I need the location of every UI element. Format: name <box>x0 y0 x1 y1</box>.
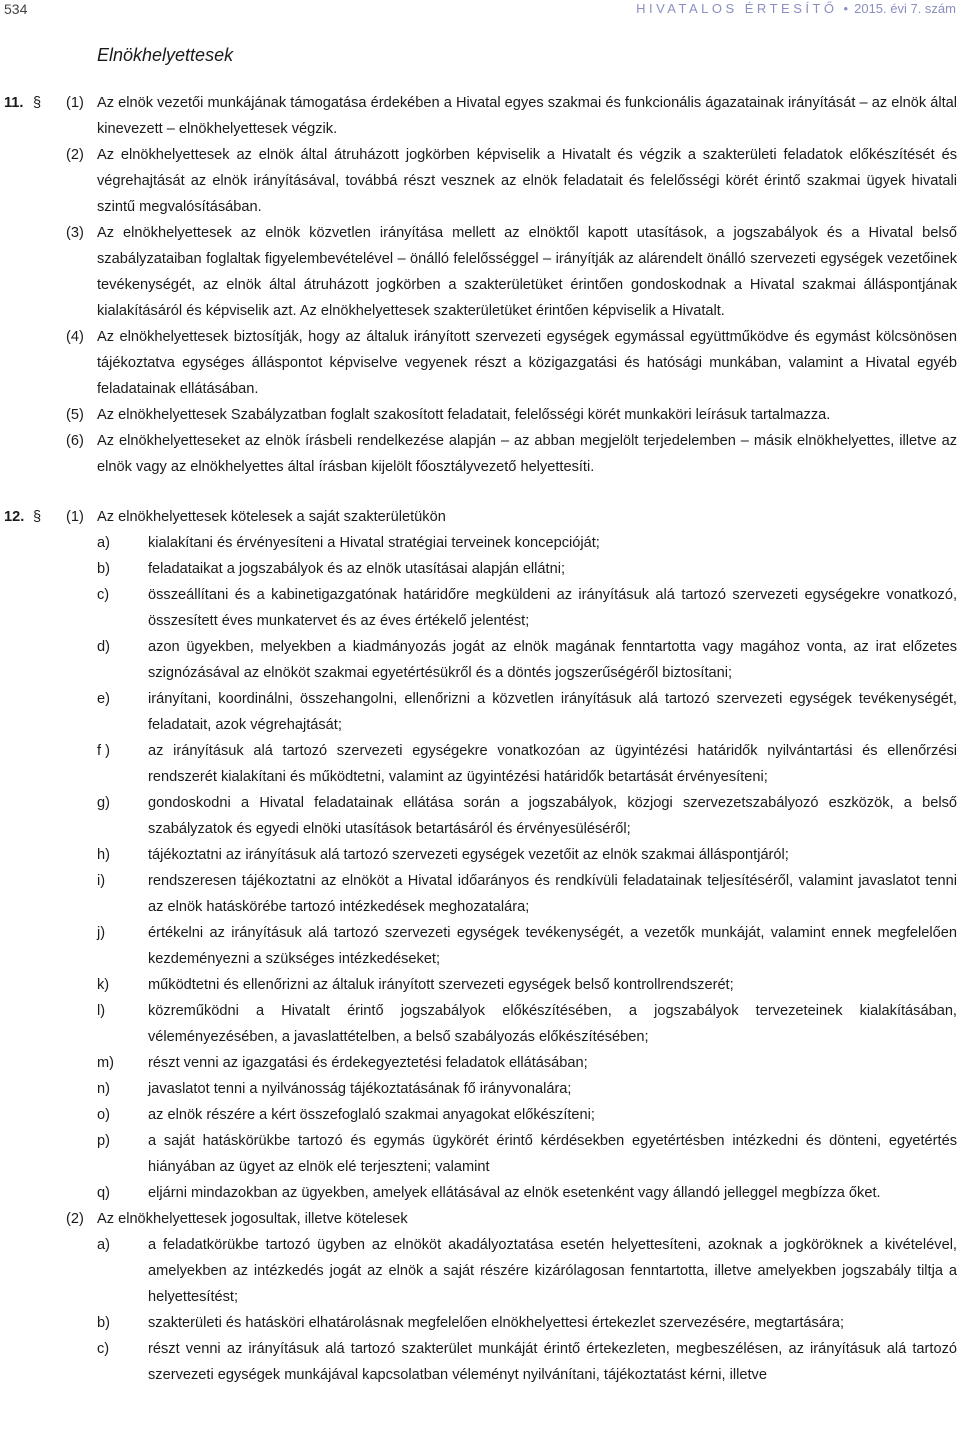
list-item <box>0 634 960 686</box>
list-item <box>0 972 960 998</box>
paragraph-number: (1) <box>66 509 84 525</box>
paragraph-number: (3) <box>66 225 84 241</box>
section-gap <box>0 480 960 504</box>
list-item-label: g) <box>97 795 110 811</box>
paragraph-text: Az elnökhelyettesek biztosítják, hogy az általuk irányított szervezeti egységek egymással együttműködve és egymást kölcsönösen tájékoztatva egységes álláspontot képviselve vegyenek részt a közigazgatási és hatósági munkában, valamint a Hivatal egyéb feladatainak ellátásában. <box>97 329 957 397</box>
list-item-label: h) <box>97 847 110 863</box>
paragraph <box>0 90 960 142</box>
list-item-label: o) <box>97 1107 110 1123</box>
section-number: 12. <box>4 509 25 525</box>
list-item <box>0 738 960 790</box>
paragraph-text: Az elnökhelyettesek Szabályzatban foglalt szakosított feladatait, felelősségi körét munkaköri leírásuk tartalmazza. <box>97 407 831 423</box>
list-item <box>0 868 960 920</box>
list-item-text: részt venni az irányításuk alá tartozó szakterület munkáját érintő értekezleten, megbeszélésen, az irányításuk alá tartozó szervezeti egységek munkájával kapcsolatban véleményt nyilvánítani, tájékoztatást kérni, illetve <box>148 1341 957 1383</box>
section-symbol: § <box>33 509 42 525</box>
paragraph-number: (4) <box>66 329 84 345</box>
list-item-text: összeállítani és a kabinetigazgatónak határidőre megküldeni az irányításuk alá tartozó szervezeti egységekre vonatkozó, összesített éves munkatervet és az éves értékelő jelentést; <box>148 587 957 629</box>
list-item-text: működtetni és ellenőrizni az általuk irányított szervezeti egységek belső kontrollrendszerét; <box>148 977 734 993</box>
list-item <box>0 1102 960 1128</box>
list-item-text: az irányításuk alá tartozó szervezeti egységekre vonatkozóan az ügyintézési határidők nyilvántartási és ellenőrzési rendszerét kialakítani és működtetni, valamint az ügyintézési határidők betartását érvényesíteni; <box>148 743 957 785</box>
paragraph-text: Az elnök vezetői munkájának támogatása érdekében a Hivatal egyes szakmai és funkcionális ágazatainak irányítását – az elnök által kinevezett – elnökhelyettesek végzik. <box>97 95 957 137</box>
paragraph-text: Az elnökhelyettesek jogosultak, illetve kötelesek <box>97 1211 408 1227</box>
list-item-label: m) <box>97 1055 115 1071</box>
list-item-text: szakterületi és hatásköri elhatárolásnak megfelelően elnökhelyettesi értekezlet szervezésére, megtartására; <box>148 1315 844 1331</box>
list-item-text: irányítani, koordinálni, összehangolni, ellenőrizni a közvetlen irányításuk alá tartozó szervezeti egységek tevékenységét, feladatait, azok végrehajtását; <box>148 691 957 733</box>
list-item <box>0 1232 960 1310</box>
paragraph <box>0 504 960 530</box>
list-item-label: j) <box>97 925 106 941</box>
section-11 <box>0 90 960 480</box>
list-item-label: n) <box>97 1081 110 1097</box>
list-item <box>0 1076 960 1102</box>
list-item <box>0 1310 960 1336</box>
list-item <box>0 530 960 556</box>
list-item-label: a) <box>97 535 110 551</box>
list-item <box>0 998 960 1050</box>
list-item <box>0 1050 960 1076</box>
list-item-text: a feladatkörükbe tartozó ügyben az elnököt akadályoztatása esetén helyettesíteni, azoknak a jogköröknek a kivételével, amelyekben az intézkedés jogát az elnök a saját részére kizárólagosan fenntartotta, illetve amelyekben jogszabály tiltja a helyettesítést; <box>148 1237 957 1305</box>
list-item-text: gondoskodni a Hivatal feladatainak ellátása során a jogszabályok, közjogi szervezetszabályozó eszközök, a belső szabályzatok és egyedi elnöki utasítások betartásáról és érvényesüléséről; <box>148 795 957 837</box>
section-symbol: § <box>33 95 42 111</box>
list-item-text: kialakítani és érvényesíteni a Hivatal stratégiai terveinek koncepcióját; <box>148 535 600 551</box>
list-item-label: i) <box>97 873 106 889</box>
section-title: Elnökhelyettesek <box>97 45 234 65</box>
list-item-label: b) <box>97 1315 110 1331</box>
list-item-text: tájékoztatni az irányításuk alá tartozó szervezeti egységek vezetőit az elnök szakmai álláspontjáról; <box>148 847 789 863</box>
paragraph-number: (6) <box>66 433 84 449</box>
document-body <box>0 90 960 1388</box>
list-item-label: q) <box>97 1185 110 1201</box>
paragraph-number: (5) <box>66 407 84 423</box>
list-item <box>0 1128 960 1180</box>
paragraph <box>0 428 960 480</box>
list-item-label: p) <box>97 1133 110 1149</box>
paragraph-number: (2) <box>66 147 84 163</box>
paragraph <box>0 142 960 220</box>
list-item <box>0 842 960 868</box>
list-item-text: közreműködni a Hivatalt érintő jogszabályok előkészítésében, a jogszabályok tervezeteinek kialakításában, véleményezésében, a javaslattételben, a belső szabályozás előkészítésében; <box>148 1003 957 1045</box>
list-item-text: azon ügyekben, melyekben a kiadmányozás jogát az elnök magának fenntartotta vagy magához vonta, az irat előzetes szignózásával az elnököt szakmai egyetértésükről és a döntés jogszerűségéről biztosítani; <box>148 639 957 681</box>
page-header <box>0 0 960 20</box>
paragraph-number: (1) <box>66 95 84 111</box>
list-item-label: f ) <box>97 743 110 759</box>
list-item <box>0 556 960 582</box>
paragraph <box>0 402 960 428</box>
section-12 <box>0 504 960 1388</box>
paragraph-text: Az elnökhelyettesek az elnök közvetlen irányítása mellett az elnöktől kapott utasítások, a jogszabályok és a Hivatal belső szabályzataiban foglaltak figyelembevételével – önálló felelősséggel – irányítják az alárendelt önálló szervezeti egységek vezetőinek tevékenységét, az elnök által átruházott jogkörben a szakterületüket érintően gondoskodnak a Hivatal szakmai álláspontjának kialakításáról és képviselik azt. Az elnökhelyettesek szakterületüket érintően képviselik a Hivatalt. <box>97 225 957 319</box>
journal-name: HIVATALOS ÉRTESÍTŐ <box>636 1 838 16</box>
list-item <box>0 1336 960 1388</box>
list-item-label: k) <box>97 977 110 993</box>
list-item-label: b) <box>97 561 110 577</box>
header-separator: • <box>843 1 849 16</box>
paragraph <box>0 324 960 402</box>
list-item-label: l) <box>97 1003 106 1019</box>
list-item-label: d) <box>97 639 110 655</box>
running-header <box>636 0 956 18</box>
paragraph-text: Az elnökhelyettesek az elnök által átruházott jogkörben képviselik a Hivatalt és végzik a szakterületi feladatok előkészítését és végrehajtását az elnök irányításával, továbbá részt vesznek az elnök feladatait és felelősségi körét érintő szakmai ügyek hivatali szintű megvalósításában. <box>97 147 957 215</box>
list-item-text: az elnök részére a kért összefoglaló szakmai anyagokat előkészíteni; <box>148 1107 595 1123</box>
paragraph-number: (2) <box>66 1211 84 1227</box>
list-item-text: részt venni az igazgatási és érdekegyeztetési feladatok ellátásában; <box>148 1055 588 1071</box>
list-item-text: eljárni mindazokban az ügyekben, amelyek ellátásával az elnök esetenként vagy állandó jelleggel megbízza őket. <box>148 1185 881 1201</box>
issue-label: 2015. évi 7. szám <box>854 1 956 16</box>
list-item-text: rendszeresen tájékoztatni az elnököt a Hivatal időarányos és rendkívüli feladatainak teljesítéséről, valamint javaslatot tenni az elnök hatáskörébe tartozó intézkedések meghozatalára; <box>148 873 957 915</box>
paragraph <box>0 220 960 324</box>
paragraph-text: Az elnökhelyetteseket az elnök írásbeli rendelkezése alapján – az abban megjelölt terjedelemben – másik elnökhelyettes, illetve az elnök vagy az elnökhelyettes által írásban kijelölt főosztályvezető helyettesíti. <box>97 433 957 475</box>
section-number: 11. <box>4 95 24 111</box>
list-item-text: a saját hatáskörükbe tartozó és egymás ügykörét érintő kérdésekben egyetértésben intézkedni és dönteni, egyetértés hiányában az ügyet az elnök elé terjeszteni; valamint <box>148 1133 957 1175</box>
list-item-text: javaslatot tenni a nyilvánosság tájékoztatásának fő irányvonalára; <box>148 1081 572 1097</box>
list-item <box>0 920 960 972</box>
list-item-text: értékelni az irányításuk alá tartozó szervezeti egységek tevékenységét, a vezetők munkáját, valamint ennek megfelelően kezdeményezni a szükséges intézkedéseket; <box>148 925 957 967</box>
page-number: 534 <box>4 1 28 17</box>
list-item-label: e) <box>97 691 110 707</box>
list-items-1 <box>0 530 960 1206</box>
list-item-label: a) <box>97 1237 110 1253</box>
list-item-label: c) <box>97 1341 110 1357</box>
list-item <box>0 582 960 634</box>
list-item <box>0 686 960 738</box>
paragraph-text: Az elnökhelyettesek kötelesek a saját szakterületükön <box>97 509 446 525</box>
list-items-2 <box>0 1232 960 1388</box>
list-item <box>0 1180 960 1206</box>
list-item-text: feladataikat a jogszabályok és az elnök utasításai alapján ellátni; <box>148 561 565 577</box>
paragraph <box>0 1206 960 1232</box>
list-item <box>0 790 960 842</box>
list-item-label: c) <box>97 587 110 603</box>
